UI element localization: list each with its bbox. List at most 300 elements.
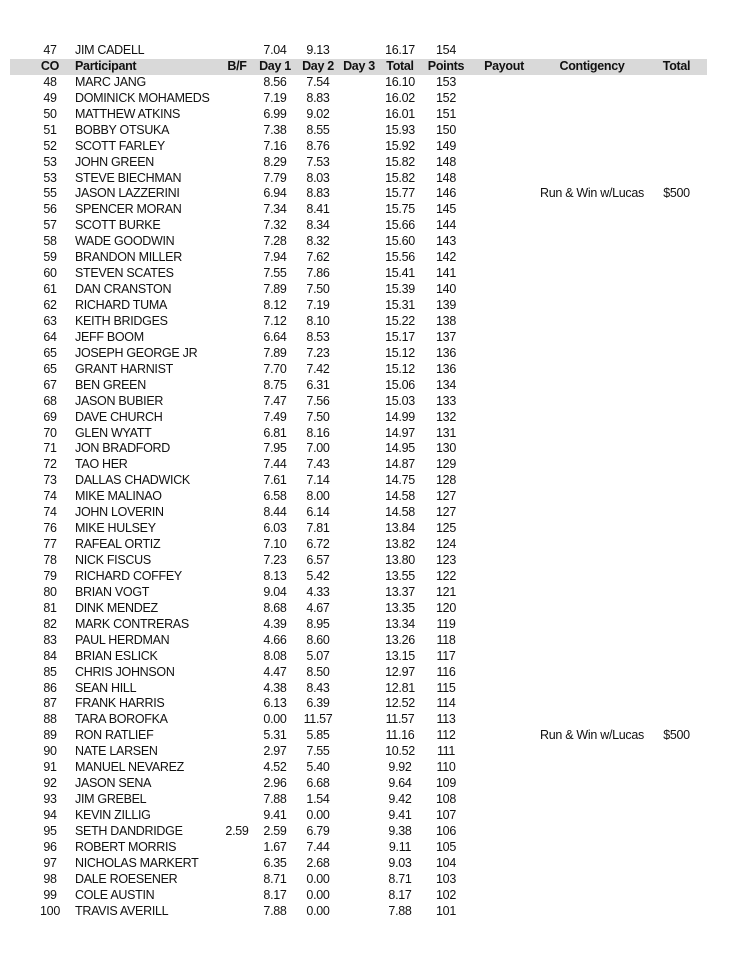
table-row bbox=[10, 856, 707, 872]
cell-points: 103 bbox=[436, 871, 456, 886]
cell-day2: 8.95 bbox=[306, 616, 330, 631]
table-row bbox=[10, 394, 707, 410]
cell-total: 9.38 bbox=[388, 823, 412, 838]
cell-co: 94 bbox=[43, 808, 57, 822]
cell-points: 101 bbox=[436, 903, 456, 918]
table-row bbox=[10, 139, 707, 155]
cell-co: 70 bbox=[43, 425, 57, 440]
cell-points: 118 bbox=[436, 632, 456, 647]
cell-day3: Day 3 bbox=[343, 58, 375, 73]
cell-participant: MANUEL NEVAREZ bbox=[75, 760, 185, 775]
table-row bbox=[10, 123, 707, 139]
cell-day2: 7.50 bbox=[306, 282, 330, 297]
cell-day2: 7.19 bbox=[306, 298, 330, 312]
cell-day1: 8.75 bbox=[263, 377, 287, 392]
cell-co: 68 bbox=[43, 393, 57, 408]
cell-points: 137 bbox=[436, 329, 456, 344]
table-row bbox=[10, 888, 707, 904]
cell-day1: 4.39 bbox=[263, 616, 287, 631]
cell-participant: SCOTT FARLEY bbox=[75, 138, 165, 153]
table-row bbox=[10, 521, 707, 537]
cell-participant: BRIAN VOGT bbox=[75, 584, 150, 599]
cell-co: 52 bbox=[43, 138, 57, 153]
cell-points: 108 bbox=[436, 792, 456, 807]
table-row bbox=[10, 266, 707, 282]
cell-participant: DOMINICK MOHAMEDS bbox=[75, 90, 210, 105]
cell-day1: 6.35 bbox=[263, 855, 287, 870]
cell-total: 13.15 bbox=[385, 648, 415, 663]
cell-day2: 5.85 bbox=[306, 728, 330, 743]
cell-points: 143 bbox=[436, 234, 456, 249]
cell-total: 9.41 bbox=[388, 808, 412, 822]
cell-day2: 0.00 bbox=[306, 887, 330, 902]
cell-co: 53 bbox=[43, 154, 57, 169]
cell-day2: 8.83 bbox=[306, 90, 330, 105]
cell-co: 56 bbox=[43, 202, 57, 217]
table-row bbox=[10, 441, 707, 457]
cell-day1: 7.16 bbox=[263, 138, 287, 153]
cell-points: 123 bbox=[436, 553, 456, 567]
cell-co: 69 bbox=[43, 409, 57, 424]
cell-co: 88 bbox=[43, 712, 57, 727]
cell-day1: 7.49 bbox=[263, 409, 287, 424]
cell-co: 78 bbox=[43, 553, 57, 567]
cell-day1: 7.34 bbox=[263, 202, 287, 217]
cell-co: 86 bbox=[43, 680, 57, 695]
table-row bbox=[10, 728, 707, 744]
cell-points: 133 bbox=[436, 393, 456, 408]
cell-day2: 7.44 bbox=[306, 839, 330, 854]
cell-day1: 8.12 bbox=[263, 298, 287, 312]
cell-total: 15.56 bbox=[385, 250, 415, 265]
cell-total2: $500 bbox=[663, 186, 690, 201]
cell-day2: Day 2 bbox=[302, 58, 334, 73]
cell-points: 149 bbox=[436, 138, 456, 153]
cell-total: 15.66 bbox=[385, 218, 415, 233]
cell-points: 125 bbox=[436, 521, 456, 536]
table-row bbox=[10, 43, 707, 59]
cell-participant: BRIAN ESLICK bbox=[75, 648, 158, 663]
table-row bbox=[10, 378, 707, 394]
cell-day1: 8.08 bbox=[263, 648, 287, 663]
cell-day2: 8.34 bbox=[306, 218, 330, 233]
table-row bbox=[10, 569, 707, 585]
cell-day2: 7.81 bbox=[306, 521, 330, 536]
cell-participant: TAO HER bbox=[75, 457, 128, 472]
table-row bbox=[10, 91, 707, 107]
table-row bbox=[10, 346, 707, 362]
cell-total: 15.82 bbox=[385, 154, 415, 169]
cell-day1: 7.95 bbox=[263, 441, 287, 456]
cell-points: 148 bbox=[436, 170, 456, 185]
table-row bbox=[10, 426, 707, 442]
cell-points: 120 bbox=[436, 600, 456, 615]
cell-points: 151 bbox=[436, 106, 456, 121]
table-row bbox=[10, 904, 707, 920]
cell-total: 14.99 bbox=[385, 409, 415, 424]
cell-day1: 7.94 bbox=[263, 250, 287, 265]
cell-day1: 8.71 bbox=[263, 871, 287, 886]
cell-day1: 7.88 bbox=[263, 792, 287, 807]
cell-day1: 7.44 bbox=[263, 457, 287, 472]
cell-total: 15.93 bbox=[385, 122, 415, 137]
table-row bbox=[10, 155, 707, 171]
cell-contingency: Contigency bbox=[559, 58, 625, 73]
cell-day1: 7.89 bbox=[263, 282, 287, 297]
cell-participant: KEITH BRIDGES bbox=[75, 313, 168, 328]
table-row bbox=[10, 330, 707, 346]
cell-day1: 7.38 bbox=[263, 122, 287, 137]
cell-day2: 1.54 bbox=[306, 792, 330, 807]
cell-day2: 6.14 bbox=[306, 505, 330, 520]
cell-co: 71 bbox=[43, 441, 57, 456]
cell-participant: JON BRADFORD bbox=[75, 441, 171, 456]
cell-points: 153 bbox=[436, 74, 456, 89]
cell-participant: MARC JANG bbox=[75, 74, 146, 89]
cell-day1: 7.10 bbox=[263, 537, 287, 552]
cell-points: 152 bbox=[436, 90, 456, 105]
cell-day2: 8.50 bbox=[306, 664, 330, 679]
cell-total: 12.52 bbox=[385, 696, 415, 711]
cell-day1: 4.47 bbox=[263, 664, 287, 679]
cell-day1: 7.04 bbox=[263, 43, 287, 57]
cell-co: 91 bbox=[43, 760, 57, 775]
cell-participant: STEVEN SCATES bbox=[75, 266, 174, 281]
results-table bbox=[10, 43, 707, 920]
cell-points: 127 bbox=[436, 505, 456, 520]
cell-total: 13.82 bbox=[385, 537, 415, 552]
cell-co: 64 bbox=[43, 329, 57, 344]
cell-participant: JIM CADELL bbox=[75, 43, 145, 57]
cell-day2: 6.68 bbox=[306, 776, 330, 791]
cell-day1: 6.94 bbox=[263, 186, 287, 201]
cell-day1: 7.28 bbox=[263, 234, 287, 249]
cell-points: 132 bbox=[436, 409, 456, 424]
cell-day2: 8.43 bbox=[306, 680, 330, 695]
cell-co: 72 bbox=[43, 457, 57, 472]
cell-participant: JIM GREBEL bbox=[75, 792, 147, 807]
cell-day1: 4.38 bbox=[263, 680, 287, 695]
cell-day2: 8.32 bbox=[306, 234, 330, 249]
cell-co: 53 bbox=[43, 170, 57, 185]
cell-bf: 2.59 bbox=[225, 823, 249, 838]
cell-points: 134 bbox=[436, 377, 456, 392]
table-row bbox=[10, 202, 707, 218]
cell-total: 15.22 bbox=[385, 313, 415, 328]
cell-points: 111 bbox=[436, 744, 456, 759]
cell-co: 97 bbox=[43, 855, 57, 870]
cell-participant: JASON BUBIER bbox=[75, 393, 164, 408]
cell-day2: 8.83 bbox=[306, 186, 330, 201]
cell-day1: 1.67 bbox=[263, 839, 287, 854]
table-row bbox=[10, 410, 707, 426]
cell-total: 15.60 bbox=[385, 234, 415, 249]
cell-day1: 8.68 bbox=[263, 600, 287, 615]
table-row bbox=[10, 553, 707, 569]
table-row bbox=[10, 760, 707, 776]
table-row bbox=[10, 505, 707, 521]
cell-participant: TRAVIS AVERILL bbox=[75, 903, 169, 918]
cell-day2: 8.00 bbox=[306, 489, 330, 504]
cell-co: 96 bbox=[43, 839, 57, 854]
cell-total: 14.87 bbox=[385, 457, 415, 472]
cell-participant: JOHN LOVERIN bbox=[75, 505, 164, 520]
cell-co: 65 bbox=[43, 345, 57, 360]
cell-total: 16.17 bbox=[385, 43, 415, 57]
cell-day2: 7.42 bbox=[306, 361, 330, 376]
cell-participant: SETH DANDRIDGE bbox=[75, 823, 183, 838]
cell-total: 14.97 bbox=[385, 425, 415, 440]
cell-total: 9.42 bbox=[388, 792, 412, 807]
cell-payout: Payout bbox=[484, 58, 524, 73]
cell-participant: DAVE CHURCH bbox=[75, 409, 163, 424]
cell-co: 92 bbox=[43, 776, 57, 791]
cell-co: 93 bbox=[43, 792, 57, 807]
cell-total: 9.64 bbox=[388, 776, 412, 791]
cell-day2: 8.41 bbox=[306, 202, 330, 217]
cell-co: 74 bbox=[43, 489, 57, 504]
cell-points: Points bbox=[427, 58, 465, 73]
cell-total: 11.57 bbox=[385, 712, 415, 727]
cell-day2: 9.02 bbox=[306, 106, 330, 121]
table-row bbox=[10, 250, 707, 266]
cell-points: 138 bbox=[436, 313, 456, 328]
cell-participant: STEVE BIECHMAN bbox=[75, 170, 182, 185]
cell-day1: 7.47 bbox=[263, 393, 287, 408]
cell-total: 14.58 bbox=[385, 505, 415, 520]
cell-day1: 8.13 bbox=[263, 568, 287, 583]
cell-points: 122 bbox=[436, 568, 456, 583]
table-row bbox=[10, 665, 707, 681]
cell-points: 113 bbox=[436, 712, 456, 727]
cell-total: 12.97 bbox=[385, 664, 415, 679]
table-row bbox=[10, 681, 707, 697]
cell-day1: Day 1 bbox=[259, 58, 291, 73]
cell-day1: 7.23 bbox=[263, 553, 287, 567]
cell-total: 16.02 bbox=[385, 90, 415, 105]
cell-total: 14.95 bbox=[385, 441, 415, 456]
cell-day1: 8.56 bbox=[263, 74, 287, 89]
cell-participant: GLEN WYATT bbox=[75, 425, 152, 440]
cell-participant: DALE ROESENER bbox=[75, 871, 178, 886]
cell-total: 15.17 bbox=[385, 329, 415, 344]
table-row bbox=[10, 537, 707, 553]
cell-points: 114 bbox=[436, 696, 456, 711]
cell-co: CO bbox=[40, 58, 60, 73]
table-row bbox=[10, 776, 707, 792]
cell-points: 106 bbox=[436, 823, 456, 838]
cell-day2: 5.07 bbox=[306, 648, 330, 663]
cell-co: 57 bbox=[43, 218, 57, 233]
cell-participant: BRANDON MILLER bbox=[75, 250, 182, 265]
cell-day1: 6.13 bbox=[263, 696, 287, 711]
cell-day2: 7.50 bbox=[306, 409, 330, 424]
cell-co: 83 bbox=[43, 632, 57, 647]
cell-day2: 7.14 bbox=[306, 473, 330, 488]
cell-day2: 7.43 bbox=[306, 457, 330, 472]
cell-total: 15.39 bbox=[385, 282, 415, 297]
cell-total: 15.92 bbox=[385, 138, 415, 153]
table-row bbox=[10, 298, 707, 314]
cell-points: 117 bbox=[436, 648, 456, 663]
cell-co: 99 bbox=[43, 887, 57, 902]
cell-points: 146 bbox=[436, 186, 456, 201]
cell-points: 104 bbox=[436, 855, 456, 870]
cell-participant: JEFF BOOM bbox=[75, 329, 144, 344]
cell-day1: 7.32 bbox=[263, 218, 287, 233]
cell-total: 13.34 bbox=[385, 616, 415, 631]
cell-participant: BEN GREEN bbox=[75, 377, 146, 392]
cell-participant: Participant bbox=[75, 58, 137, 73]
cell-points: 121 bbox=[436, 584, 456, 599]
cell-participant: MIKE HULSEY bbox=[75, 521, 156, 536]
table-row bbox=[10, 107, 707, 123]
table-row bbox=[10, 473, 707, 489]
cell-participant: SCOTT BURKE bbox=[75, 218, 161, 233]
table-row bbox=[10, 362, 707, 378]
cell-day1: 5.31 bbox=[263, 728, 287, 743]
cell-day2: 7.00 bbox=[306, 441, 330, 456]
cell-total: 11.16 bbox=[385, 728, 415, 743]
cell-points: 109 bbox=[436, 776, 456, 791]
cell-total: 15.12 bbox=[385, 345, 415, 360]
cell-points: 144 bbox=[436, 218, 456, 233]
cell-day1: 7.88 bbox=[263, 903, 287, 918]
cell-co: 82 bbox=[43, 616, 57, 631]
cell-points: 119 bbox=[436, 616, 456, 631]
cell-participant: JOSEPH GEORGE JR bbox=[75, 345, 198, 360]
cell-total2: Total bbox=[662, 58, 691, 73]
cell-day2: 7.55 bbox=[306, 744, 330, 759]
table-row bbox=[10, 617, 707, 633]
cell-day1: 7.19 bbox=[263, 90, 287, 105]
cell-co: 79 bbox=[43, 568, 57, 583]
cell-total: Total bbox=[386, 58, 414, 73]
table-row bbox=[10, 186, 707, 202]
cell-participant: NATE LARSEN bbox=[75, 744, 158, 759]
cell-participant: DAN CRANSTON bbox=[75, 282, 172, 297]
cell-participant: FRANK HARRIS bbox=[75, 696, 165, 711]
cell-total: 13.55 bbox=[385, 568, 415, 583]
cell-total: 8.17 bbox=[388, 887, 412, 902]
cell-co: 55 bbox=[43, 186, 57, 201]
cell-day1: 7.12 bbox=[263, 313, 287, 328]
cell-points: 150 bbox=[436, 122, 456, 137]
table-row bbox=[10, 489, 707, 505]
cell-co: 95 bbox=[43, 823, 57, 838]
cell-total: 9.11 bbox=[388, 839, 412, 854]
cell-points: 112 bbox=[436, 728, 456, 743]
cell-co: 100 bbox=[40, 903, 60, 918]
cell-total: 13.37 bbox=[385, 584, 415, 599]
cell-day2: 0.00 bbox=[306, 903, 330, 918]
cell-participant: SEAN HILL bbox=[75, 680, 137, 695]
cell-day1: 2.96 bbox=[263, 776, 287, 791]
cell-points: 131 bbox=[436, 425, 456, 440]
table-row bbox=[10, 649, 707, 665]
table-row bbox=[10, 218, 707, 234]
cell-co: 47 bbox=[43, 43, 57, 57]
cell-total: 12.81 bbox=[385, 680, 415, 695]
cell-co: 77 bbox=[43, 537, 57, 552]
table-row bbox=[10, 824, 707, 840]
table-row bbox=[10, 75, 707, 91]
cell-day1: 4.52 bbox=[263, 760, 287, 775]
cell-day2: 7.86 bbox=[306, 266, 330, 281]
cell-co: 90 bbox=[43, 744, 57, 759]
cell-points: 136 bbox=[436, 345, 456, 360]
cell-day1: 2.59 bbox=[263, 823, 287, 838]
cell-participant: JASON SENA bbox=[75, 776, 152, 791]
table-row bbox=[10, 840, 707, 856]
cell-day2: 11.57 bbox=[303, 712, 333, 727]
cell-participant: DINK MENDEZ bbox=[75, 600, 158, 615]
cell-day2: 6.79 bbox=[306, 823, 330, 838]
cell-total: 16.01 bbox=[385, 106, 415, 121]
cell-total: 16.10 bbox=[385, 74, 415, 89]
cell-participant: PAUL HERDMAN bbox=[75, 632, 170, 647]
cell-day1: 8.44 bbox=[263, 505, 287, 520]
cell-co: 85 bbox=[43, 664, 57, 679]
cell-participant: DALLAS CHADWICK bbox=[75, 473, 190, 488]
cell-total: 15.06 bbox=[385, 377, 415, 392]
cell-co: 74 bbox=[43, 505, 57, 520]
cell-points: 154 bbox=[436, 43, 456, 57]
cell-day2: 5.40 bbox=[306, 760, 330, 775]
cell-day1: 8.17 bbox=[263, 887, 287, 902]
cell-co: 65 bbox=[43, 361, 57, 376]
table-row bbox=[10, 171, 707, 187]
table-row bbox=[10, 872, 707, 888]
cell-day2: 2.68 bbox=[306, 855, 330, 870]
cell-co: 59 bbox=[43, 250, 57, 265]
cell-points: 148 bbox=[436, 154, 456, 169]
cell-participant: COLE AUSTIN bbox=[75, 887, 155, 902]
cell-points: 142 bbox=[436, 250, 456, 265]
cell-total: 13.84 bbox=[385, 521, 415, 536]
cell-participant: SPENCER MORAN bbox=[75, 202, 182, 217]
cell-day2: 8.60 bbox=[306, 632, 330, 647]
cell-day2: 5.42 bbox=[306, 568, 330, 583]
cell-day2: 7.56 bbox=[306, 393, 330, 408]
cell-co: 61 bbox=[43, 282, 57, 297]
cell-co: 76 bbox=[43, 521, 57, 536]
cell-day1: 6.03 bbox=[263, 521, 287, 536]
table-row bbox=[10, 282, 707, 298]
cell-points: 141 bbox=[436, 266, 456, 281]
cell-total: 9.92 bbox=[388, 760, 412, 775]
cell-day1: 9.04 bbox=[263, 584, 287, 599]
cell-co: 58 bbox=[43, 234, 57, 249]
cell-day1: 7.89 bbox=[263, 345, 287, 360]
cell-co: 62 bbox=[43, 298, 57, 312]
cell-total: 15.03 bbox=[385, 393, 415, 408]
cell-day2: 4.67 bbox=[306, 600, 330, 615]
cell-day1: 7.70 bbox=[263, 361, 287, 376]
cell-participant: JOHN GREEN bbox=[75, 154, 154, 169]
cell-participant: MATTHEW ATKINS bbox=[75, 106, 181, 121]
cell-day1: 7.79 bbox=[263, 170, 287, 185]
cell-participant: RON RATLIEF bbox=[75, 728, 154, 743]
cell-day2: 8.16 bbox=[306, 425, 330, 440]
cell-total: 13.35 bbox=[385, 600, 415, 615]
cell-co: 81 bbox=[43, 600, 57, 615]
table-header-row bbox=[10, 59, 707, 75]
cell-participant: NICK FISCUS bbox=[75, 553, 151, 567]
cell-co: 87 bbox=[43, 696, 57, 711]
cell-day2: 6.31 bbox=[306, 377, 330, 392]
cell-total: 10.52 bbox=[385, 744, 415, 759]
